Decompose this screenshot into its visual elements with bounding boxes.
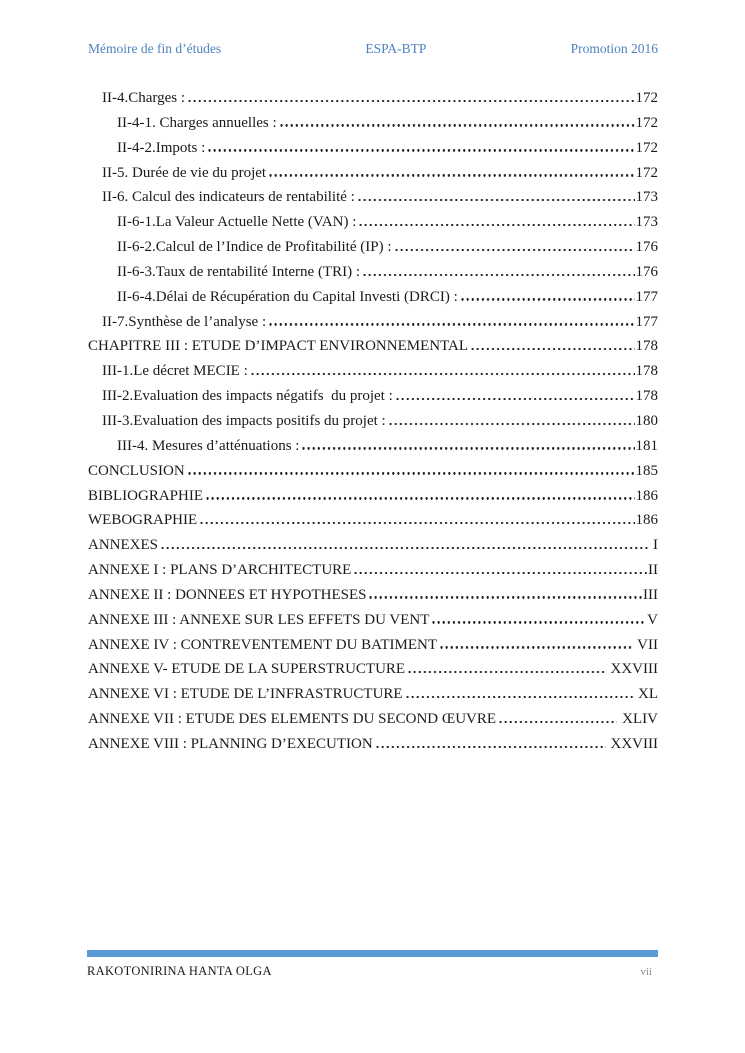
dot-leader	[395, 398, 635, 400]
toc-entry	[88, 508, 658, 533]
toc-entry-page-number: III	[643, 586, 658, 603]
toc-entry	[88, 657, 658, 682]
toc-entry	[88, 161, 658, 186]
toc-entry	[88, 86, 658, 111]
toc-entry-label: II-4-1. Charges annuelles :	[117, 114, 277, 131]
toc-entry-label: II-4.Charges :	[102, 90, 186, 106]
toc-entry-page-number: V	[647, 611, 658, 628]
toc-entry	[88, 633, 658, 658]
toc-entry	[88, 334, 658, 359]
toc-entry-label: CONCLUSION	[88, 462, 185, 479]
dot-leader	[301, 447, 634, 449]
toc-entry-label: ANNEXE IV : CONTREVENTEMENT DU BATIMENT	[88, 636, 437, 653]
toc-entry-page-number: 178	[635, 363, 658, 380]
toc-entry-label: CHAPITRE III : ETUDE D’IMPACT ENVIRONNEMENTAL	[88, 338, 469, 355]
toc-entry	[88, 583, 658, 608]
toc-entry	[88, 136, 658, 161]
toc-entry-label: ANNEXE II : DONNEES ET HYPOTHESES	[88, 586, 367, 603]
toc-entry	[88, 210, 658, 235]
toc-entry	[88, 409, 658, 434]
toc-entry	[88, 558, 658, 583]
toc-entry-page-number: 172	[635, 139, 658, 156]
dot-leader	[460, 298, 635, 300]
toc-entry-page-number: XXVIII	[606, 661, 658, 678]
dot-leader	[439, 646, 633, 648]
toc-entry-page-number: 186	[635, 512, 658, 529]
toc-entry-page-number: 177	[635, 313, 658, 330]
toc-entry-label: III-3.Evaluation des impacts positifs du projet :	[102, 412, 386, 429]
dot-leader	[160, 547, 648, 549]
dot-leader	[268, 174, 634, 176]
dot-leader	[187, 100, 634, 102]
toc-entry-page-number: 172	[635, 90, 658, 106]
toc-entry-page-number: 180	[635, 412, 658, 429]
footer-rule-bar	[87, 950, 658, 957]
toc-entry-page-number: 173	[635, 214, 658, 231]
toc-entry-label: III-2.Evaluation des impacts négatifs du projet :	[102, 388, 393, 405]
toc-entry-label: II-5. Durée de vie du projet	[102, 164, 267, 181]
toc-entry	[88, 608, 658, 633]
toc-entry-page-number: 172	[635, 114, 658, 131]
dot-leader	[250, 373, 635, 375]
toc-entry	[88, 732, 658, 757]
toc-entry	[88, 359, 658, 384]
dot-leader	[407, 671, 606, 673]
toc-entry-page-number: 178	[635, 338, 658, 355]
toc-entry-page-number: 185	[635, 462, 658, 479]
toc-entry-page-number: I	[649, 537, 658, 554]
toc-entry-label: II-4-2.Impots :	[117, 139, 206, 156]
dot-leader	[187, 472, 635, 474]
toc-entry-label: ANNEXE VI : ETUDE DE L’INFRASTRUCTURE	[88, 686, 403, 703]
toc-entry-label: BIBLIOGRAPHIE	[88, 487, 203, 504]
dot-leader	[207, 149, 634, 151]
toc-entry-label: II-7.Synthèse de l’analyse :	[102, 313, 267, 330]
folio-page-number: vii	[640, 966, 652, 978]
toc-entry-page-number: 186	[635, 487, 658, 504]
toc-entry-page-number: 176	[635, 239, 658, 256]
dot-leader	[357, 199, 635, 201]
dot-leader	[353, 572, 647, 574]
dot-leader	[394, 249, 635, 251]
toc-entry-label: WEBOGRAPHIE	[88, 512, 198, 529]
toc-entry-page-number: XL	[634, 686, 658, 703]
toc-entry	[88, 111, 658, 136]
toc-entry	[88, 484, 658, 509]
toc-entry-label: II-6-3.Taux de rentabilité Interne (TRI) :	[117, 263, 361, 280]
toc-entry-label: ANNEXE V- ETUDE DE LA SUPERSTRUCTURE	[88, 661, 406, 678]
toc-entry	[88, 533, 658, 558]
dot-leader	[268, 323, 634, 325]
toc-entry-page-number: XLIV	[618, 711, 658, 728]
toc-entry-label: II-6-1.La Valeur Actuelle Nette (VAN) :	[117, 214, 357, 231]
dot-leader	[405, 696, 634, 698]
table-of-contents	[88, 86, 658, 757]
toc-entry-page-number: VII	[633, 636, 658, 653]
toc-entry-label: II-6-4.Délai de Récupération du Capital Investi (DRCI) :	[117, 288, 458, 305]
toc-entry-label: III-4. Mesures d’atténuations :	[117, 437, 300, 454]
toc-entry-label: ANNEXE I : PLANS D’ARCHITECTURE	[88, 562, 352, 579]
header-left-text: Mémoire de fin d’études	[88, 41, 222, 56]
toc-entry-page-number: 178	[635, 388, 658, 405]
header-right-text: Promotion 2016	[570, 41, 658, 56]
dot-leader	[368, 596, 642, 598]
toc-entry	[88, 310, 658, 335]
toc-entry-label: ANNEXES	[88, 537, 158, 554]
toc-entry-page-number: II	[648, 562, 658, 579]
header-center-text: ESPA-BTP	[365, 41, 427, 56]
dot-leader	[388, 423, 635, 425]
toc-entry-page-number: 172	[635, 164, 658, 181]
author-name: RAKOTONIRINA HANTA OLGA	[87, 964, 272, 978]
toc-entry-page-number: XXVIII	[606, 735, 658, 752]
toc-entry	[88, 235, 658, 260]
toc-entry	[88, 285, 658, 310]
dot-leader	[362, 274, 634, 276]
toc-entry-page-number: 181	[635, 437, 658, 454]
toc-entry-page-number: 173	[635, 189, 658, 206]
toc-entry-label: ANNEXE VIII : PLANNING D’EXECUTION	[88, 735, 373, 752]
dot-leader	[498, 721, 617, 723]
page-footer	[87, 950, 658, 979]
dot-leader	[199, 522, 634, 524]
page-header	[88, 41, 658, 57]
toc-entry-label: ANNEXE VII : ETUDE DES ELEMENTS DU SECOND ŒUVRE	[88, 711, 497, 728]
toc-entry-label: II-6. Calcul des indicateurs de rentabilité :	[102, 189, 355, 206]
toc-entry-label: III-1.Le décret MECIE :	[102, 363, 248, 380]
toc-entry-label: II-6-2.Calcul de l’Indice de Profitabilité (IP) :	[117, 239, 392, 256]
toc-entry	[88, 707, 658, 732]
toc-entry-page-number: 176	[635, 263, 658, 280]
toc-entry	[88, 682, 658, 707]
toc-entry	[88, 459, 658, 484]
dot-leader	[205, 497, 635, 499]
toc-entry	[88, 434, 658, 459]
dot-leader	[431, 621, 646, 623]
footer-text-row	[87, 964, 658, 979]
dot-leader	[470, 348, 634, 350]
dot-leader	[358, 224, 634, 226]
dot-leader	[279, 124, 635, 126]
toc-entry	[88, 384, 658, 409]
toc-entry	[88, 260, 658, 285]
toc-entry-page-number: 177	[635, 288, 658, 305]
dot-leader	[375, 746, 606, 748]
toc-entry	[88, 185, 658, 210]
toc-entry-label: ANNEXE III : ANNEXE SUR LES EFFETS DU VENT	[88, 611, 430, 628]
